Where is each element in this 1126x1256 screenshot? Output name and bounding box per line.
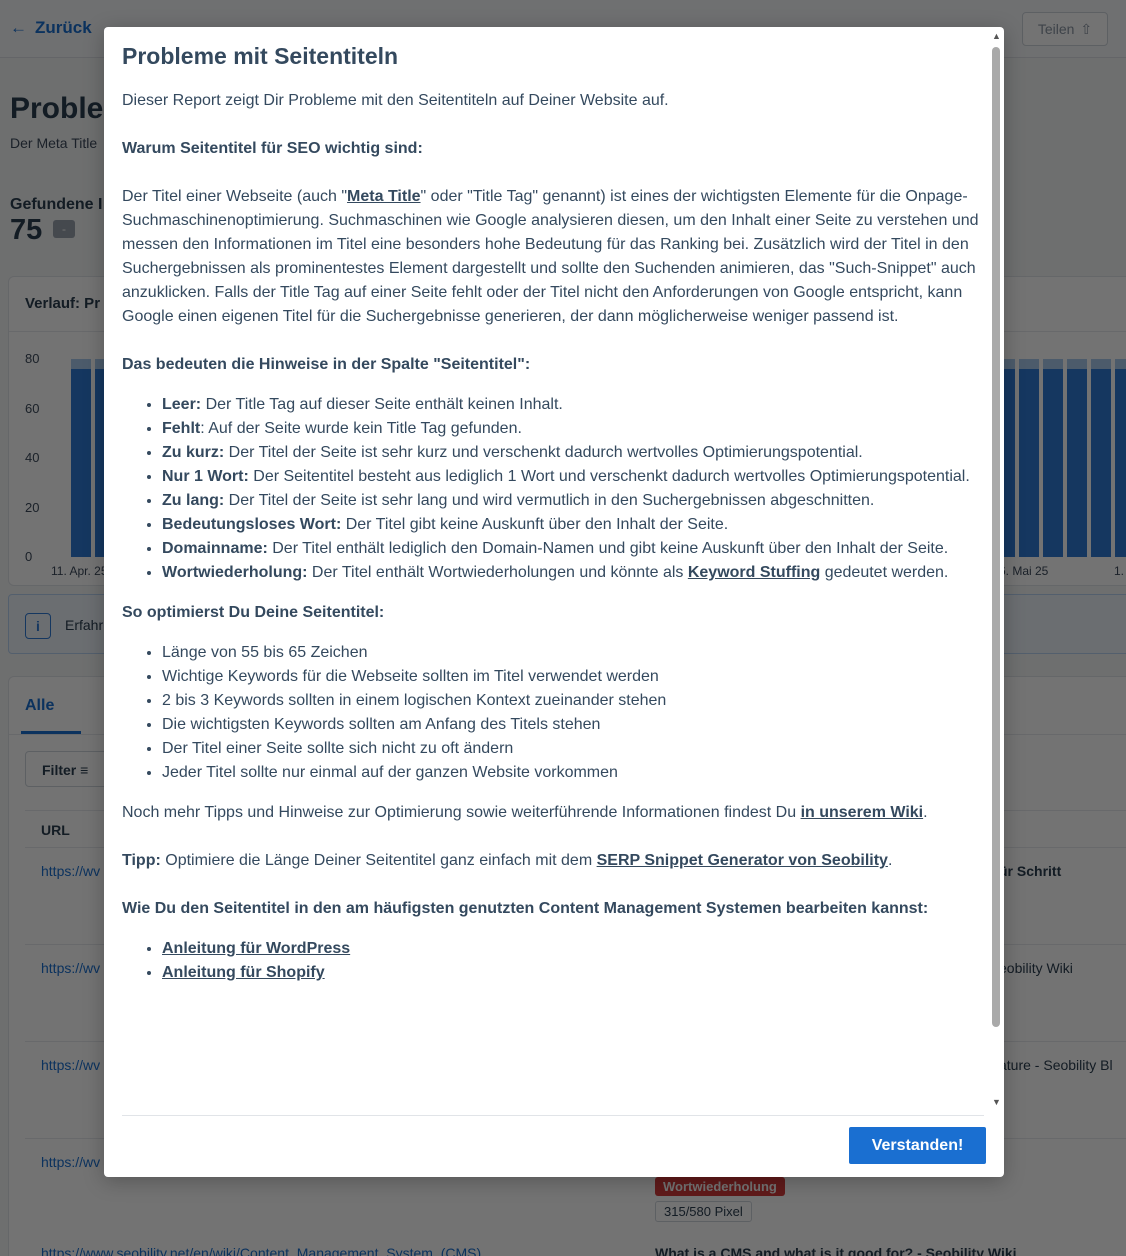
hint-text: Der Titel enthält Wortwiederholungen und könnte als <box>307 564 688 581</box>
cms-heading: Wie Du den Seitentitel in den am häufigsten genutzten Content Management Systemen bearbeiten kannst: <box>122 900 929 917</box>
serp-snippet-link[interactable]: SERP Snippet Generator von Seobility <box>596 852 888 869</box>
hint-term: Zu kurz: <box>162 444 225 461</box>
hint-text: Der Titel der Seite ist sehr kurz und verschenkt dadurch wertvolles Optimierungspotential. <box>224 444 863 461</box>
why-text-pre: Der Titel einer Webseite (auch " <box>122 188 348 205</box>
hint-term: Leer: <box>162 396 202 413</box>
scrollbar[interactable] <box>990 31 1002 1111</box>
wiki-link[interactable]: in unserem Wiki <box>800 804 924 821</box>
more-text-post: . <box>923 804 928 821</box>
hint-term: Wortwiederholung: <box>162 564 308 581</box>
list-item: • Wichtige Keywords für die Webseite sollten im Titel verwendet werden <box>162 665 984 689</box>
hint-text: Der Title Tag auf dieser Seite enthält keinen Inhalt. <box>201 396 563 413</box>
list-item <box>162 961 984 985</box>
dialog-body <box>122 89 984 985</box>
why-heading: Warum Seitentitel für SEO wichtig sind: <box>122 140 423 157</box>
tips-list <box>162 641 984 785</box>
list-item <box>162 561 984 585</box>
hint-text: : Auf der Seite wurde kein Title Tag gefunden. <box>200 420 522 437</box>
list-item <box>162 537 984 561</box>
wordpress-guide-link[interactable]: Anleitung für WordPress <box>162 940 351 957</box>
list-item: • 2 bis 3 Keywords sollten in einem logischen Kontext zueinander stehen <box>162 689 984 713</box>
scroll-down-icon[interactable]: ▼ <box>992 1097 1001 1107</box>
why-text-post: " oder "Title Tag" genannt) ist eines der wichtigsten Elemente für die Onpage-Suchmaschinenoptimierung. Suchmaschinen wie Google analysieren diesen, um den Inhalt einer Seite zu verstehen und messen den Informationen im Titel eine besonders hohe Bedeutung für das Ranking bei. Zusätzlich wird der Titel in den Suchergebnissen als prominentestes Element dargestellt und sollte den Suchenden animieren, das "Such-Snippet" auch anzuklicken. Falls der Title Tag auf einer Seite fehlt oder der Titel nicht den Anforderungen von Google entspricht, kann Google einen eigenen Titel für die Suchergebnisse generieren, der dann möglicherweise weniger passend ist. <box>122 188 979 325</box>
dialog-footer-divider <box>122 1115 984 1116</box>
list-item <box>162 489 984 513</box>
page-title-problems-dialog <box>104 27 1004 1177</box>
tip-paragraph <box>122 849 984 873</box>
tip-text-post: . <box>887 852 893 869</box>
hint-term: Fehlt <box>162 420 201 437</box>
optimize-heading: So optimierst Du Deine Seitentitel: <box>122 604 385 621</box>
cms-list <box>162 937 984 985</box>
hint-text: Der Titel der Seite ist sehr lang und wird vermutlich in den Suchergebnissen abgeschnitten. <box>224 492 875 509</box>
meta-title-link[interactable]: Meta Title <box>347 188 421 205</box>
dialog-scroll-area[interactable] <box>122 89 984 1115</box>
scroll-up-icon[interactable]: ▲ <box>992 31 1001 41</box>
list-item <box>162 513 984 537</box>
list-item: • Jeder Titel sollte nur einmal auf der ganzen Website vorkommen <box>162 761 984 785</box>
list-item <box>162 417 984 441</box>
scrollbar-thumb[interactable] <box>992 47 1000 1027</box>
hint-text: Der Seitentitel besteht aus lediglich 1 Wort und verschenkt dadurch wertvolles Optimierungspotential. <box>248 468 970 485</box>
more-paragraph <box>122 801 984 825</box>
list-item: • Länge von 55 bis 65 Zeichen <box>162 641 984 665</box>
tip-label: Tipp: <box>122 852 161 869</box>
why-paragraph <box>122 185 984 329</box>
list-item <box>162 393 984 417</box>
intro-text: Dieser Report zeigt Dir Probleme mit den Seitentiteln auf Deiner Website auf. <box>122 92 669 109</box>
meaning-heading: Das bedeuten die Hinweise in der Spalte "Seitentitel": <box>122 356 531 373</box>
list-item <box>162 937 984 961</box>
hint-text: Der Titel gibt keine Auskunft über den Inhalt der Seite. <box>341 516 729 533</box>
list-item <box>162 465 984 489</box>
dialog-title: Probleme mit Seitentiteln <box>122 43 399 69</box>
hint-term: Zu lang: <box>162 492 225 509</box>
hints-list <box>162 393 984 585</box>
list-item <box>162 441 984 465</box>
hint-text: gedeutet werden. <box>820 564 949 581</box>
keyword-stuffing-link[interactable]: Keyword Stuffing <box>687 564 821 581</box>
more-text: Noch mehr Tipps und Hinweise zur Optimierung sowie weiterführende Informationen findest Du <box>122 804 801 821</box>
list-item: • Die wichtigsten Keywords sollten am Anfang des Titels stehen <box>162 713 984 737</box>
shopify-guide-link[interactable]: Anleitung für Shopify <box>162 964 325 981</box>
tip-text: Optimiere die Länge Deiner Seitentitel ganz einfach mit dem <box>160 852 597 869</box>
hint-term: Domainname: <box>162 540 268 557</box>
hint-term: Bedeutungsloses Wort: <box>162 516 342 533</box>
confirm-button[interactable]: Verstanden! <box>849 1127 986 1164</box>
hint-term: Nur 1 Wort: <box>162 468 249 485</box>
list-item: • Der Titel einer Seite sollte sich nicht zu oft ändern <box>162 737 984 761</box>
hint-text: Der Titel enthält lediglich den Domain-Namen und gibt keine Auskunft über den Inhalt der Seite. <box>267 540 949 557</box>
